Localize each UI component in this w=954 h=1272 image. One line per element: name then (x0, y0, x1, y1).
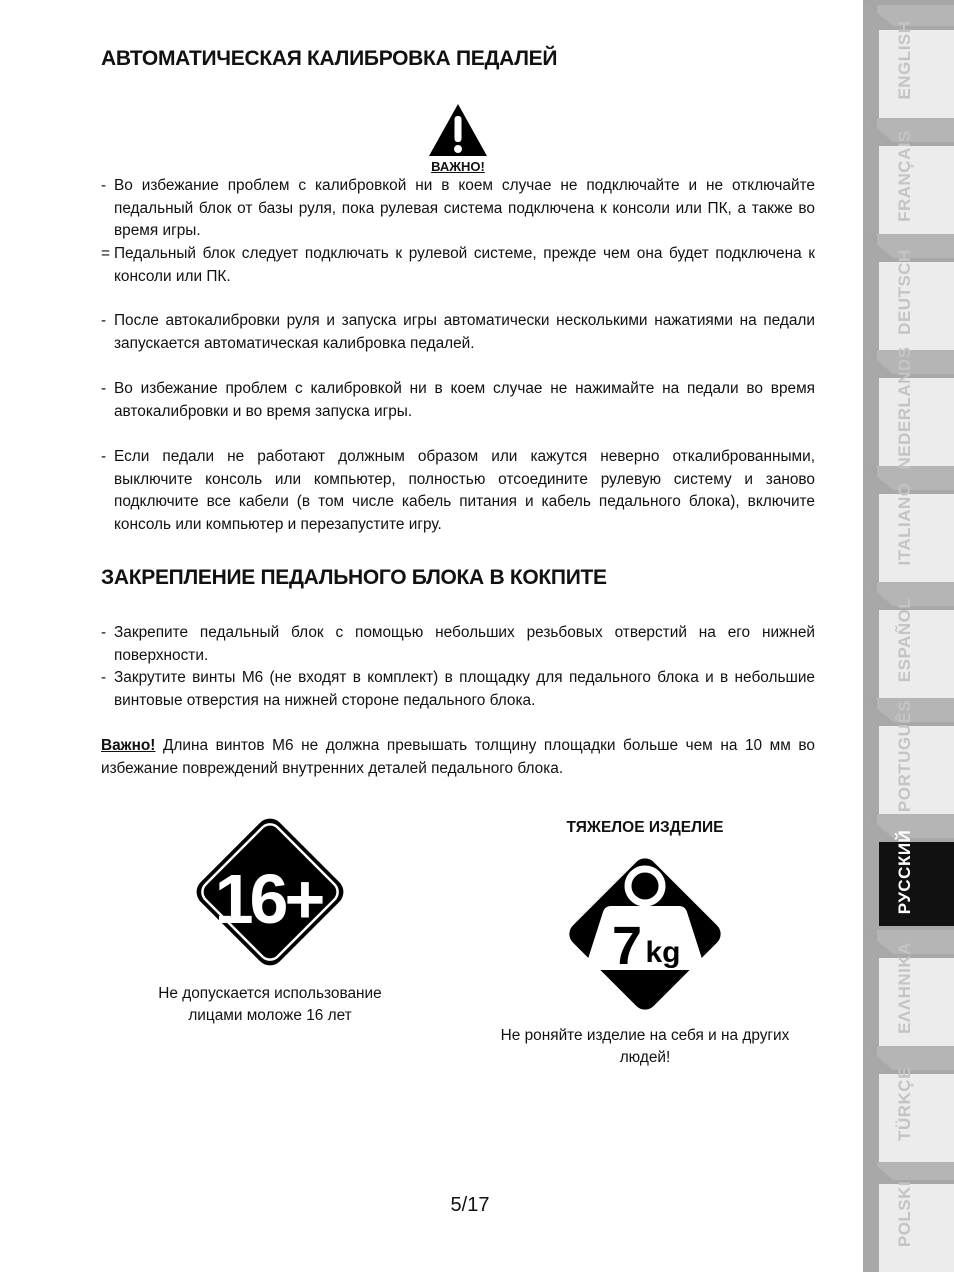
warning-label: ВАЖНО! (431, 159, 485, 174)
tab-russian[interactable] (863, 814, 954, 930)
tab-label: ESPAÑOL (895, 597, 914, 683)
weight-caption-line: Не роняйте изделие на себя и на других (500, 1027, 790, 1044)
list-item-text: Закрепите педальный блок с помощью небольших резьбовых отверстий на его нижней поверхности. (114, 624, 815, 664)
tab-label: РУССКИЙ (895, 829, 914, 915)
weight-caption-line: людей! (619, 1049, 671, 1066)
important-note (101, 735, 815, 780)
weight-number: 7 (611, 916, 643, 976)
tab-label: POLSKI (895, 1180, 914, 1248)
list-item-text: Во избежание проблем с калибровкой ни в коем случае не подключайте и не отключайте педальный блок от базы руля, пока рулевая система подключена к консоли или ПК, а также во время игры. (114, 177, 815, 239)
tab-portugues[interactable] (863, 698, 954, 814)
weight-unit: kg (645, 936, 681, 969)
list-item (101, 310, 815, 355)
section-heading-auto-calibration: АВТОМАТИЧЕСКАЯ КАЛИБРОВКА ПЕДАЛЕЙ (101, 47, 558, 70)
list-item (101, 446, 815, 536)
age-16-plus-icon (188, 810, 352, 974)
bullet-marker: - (101, 312, 107, 329)
list-item-text: Закрутите винты М6 (не входят в комплект) в площадку для педального блока и в небольшие винтовые отверстия на нижней стороне педального блока. (114, 669, 815, 709)
tab-label: ITALIANO (895, 482, 914, 566)
list-item (101, 622, 815, 667)
warning-block (424, 102, 492, 174)
bullet-marker: = (101, 245, 110, 262)
tab-polski[interactable] (863, 1156, 954, 1272)
list-item (101, 378, 815, 423)
list-item (101, 667, 815, 712)
age-caption-line: Не допускается использование (158, 985, 382, 1002)
tab-label: ΕΛΛΗΝΙΚΑ (895, 942, 914, 1034)
list-item-text: Если педали не работают должным образом или кажутся неверно откалиброванными, выключите консоль или компьютер, полностью отсоедините рулевую систему и заново подключите все кабели (в том числе кабель питания и кабель педального блока), включите консоль или компьютер и перезапустите игру. (114, 448, 815, 533)
list-item-text: После автокалибровки руля и запуска игры автоматически несколькими нажатиями на педали запускается автоматическая калибровка педалей. (114, 312, 815, 352)
tab-english[interactable] (863, 2, 954, 118)
age-16-plus-text: 16+ (214, 860, 322, 938)
language-tabs (863, 0, 954, 1272)
weight-sign-caption (480, 1025, 810, 1069)
tab-greek[interactable] (863, 930, 954, 1046)
tab-label: ENGLISH (895, 20, 914, 100)
list-item-text: Во избежание проблем с калибровкой ни в коем случае не нажимайте на педали во время автокалибровки и во время запуска игры. (114, 380, 815, 420)
tab-italiano[interactable] (863, 466, 954, 582)
tab-label: DEUTSCH (895, 249, 914, 335)
important-note-label: Важно! (101, 737, 156, 754)
list-item-text: Педальный блок следует подключать к рулевой системе, прежде чем она будет подключена к консоли или ПК. (114, 245, 815, 285)
tab-label: PORTUGUÊS (895, 699, 914, 813)
list-item (101, 175, 815, 243)
tab-turkce[interactable] (863, 1046, 954, 1162)
warning-triangle-icon (427, 102, 489, 158)
tab-francais[interactable] (863, 118, 954, 234)
bullet-marker: - (101, 448, 107, 465)
bullet-marker: - (101, 177, 107, 194)
section-heading-cockpit-mounting: ЗАКРЕПЛЕНИЕ ПЕДАЛЬНОГО БЛОКА В КОКПИТЕ (101, 566, 607, 589)
age-caption-line: лицами моложе 16 лет (188, 1007, 352, 1024)
tab-label: NEDERLANDS (895, 346, 914, 470)
tab-label: TÜRKÇE (895, 1067, 914, 1141)
heavy-product-title: ТЯЖЕЛОЕ ИЗДЕЛИЕ (566, 819, 724, 836)
tab-nederlands[interactable] (863, 346, 954, 470)
bullet-marker: - (101, 380, 107, 397)
age-sign-caption (120, 983, 420, 1027)
tab-deutsch[interactable] (863, 234, 954, 350)
bullet-marker: - (101, 624, 107, 641)
important-note-text: Длина винтов М6 не должна превышать толщину площадки больше чем на 10 мм во избежание повреждений внутренних деталей педального блока. (101, 737, 815, 777)
tab-label: FRANÇAIS (895, 130, 914, 222)
bullet-marker: - (101, 669, 107, 686)
tab-espanol[interactable] (863, 582, 954, 698)
list-item (101, 243, 815, 288)
weight-7kg-icon (553, 842, 737, 1026)
page-number: 5/17 (450, 1194, 490, 1216)
